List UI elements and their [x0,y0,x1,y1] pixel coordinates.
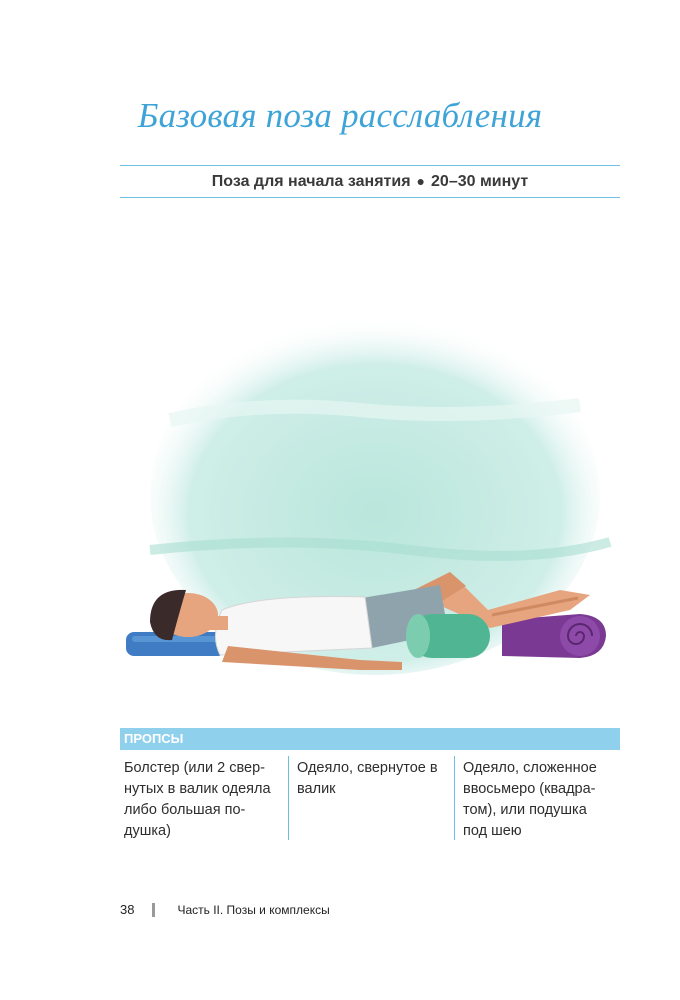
prop-item: Одеяло, сложенное ввосьмеро (квадратом), или подушка под шею [454,756,620,840]
folded-blanket-icon [126,632,226,656]
bolster-icon [406,614,490,658]
props-table [120,756,620,840]
pose-duration: 20–30 минут [431,173,529,190]
bullet-separator: ● [416,173,426,189]
bottom-rule [120,197,620,198]
footer-divider [152,903,155,917]
pose-purpose: Поза для начала занятия [211,173,411,190]
prop-item: Одеяло, свернутое в валик [288,756,454,840]
pose-subtitle [120,173,620,191]
page-footer [120,902,330,917]
props-header: ПРОПСЫ [120,728,620,750]
top-rule [120,165,620,166]
page-number: 38 [120,902,135,917]
pose-illustration [110,310,630,690]
page-title: Базовая поза расслабления [137,96,543,135]
section-title: Часть II. Позы и комплексы [177,902,330,917]
prop-item: Болстер (или 2 свернутых в валик одеяла либо большая подушка) [124,760,271,839]
